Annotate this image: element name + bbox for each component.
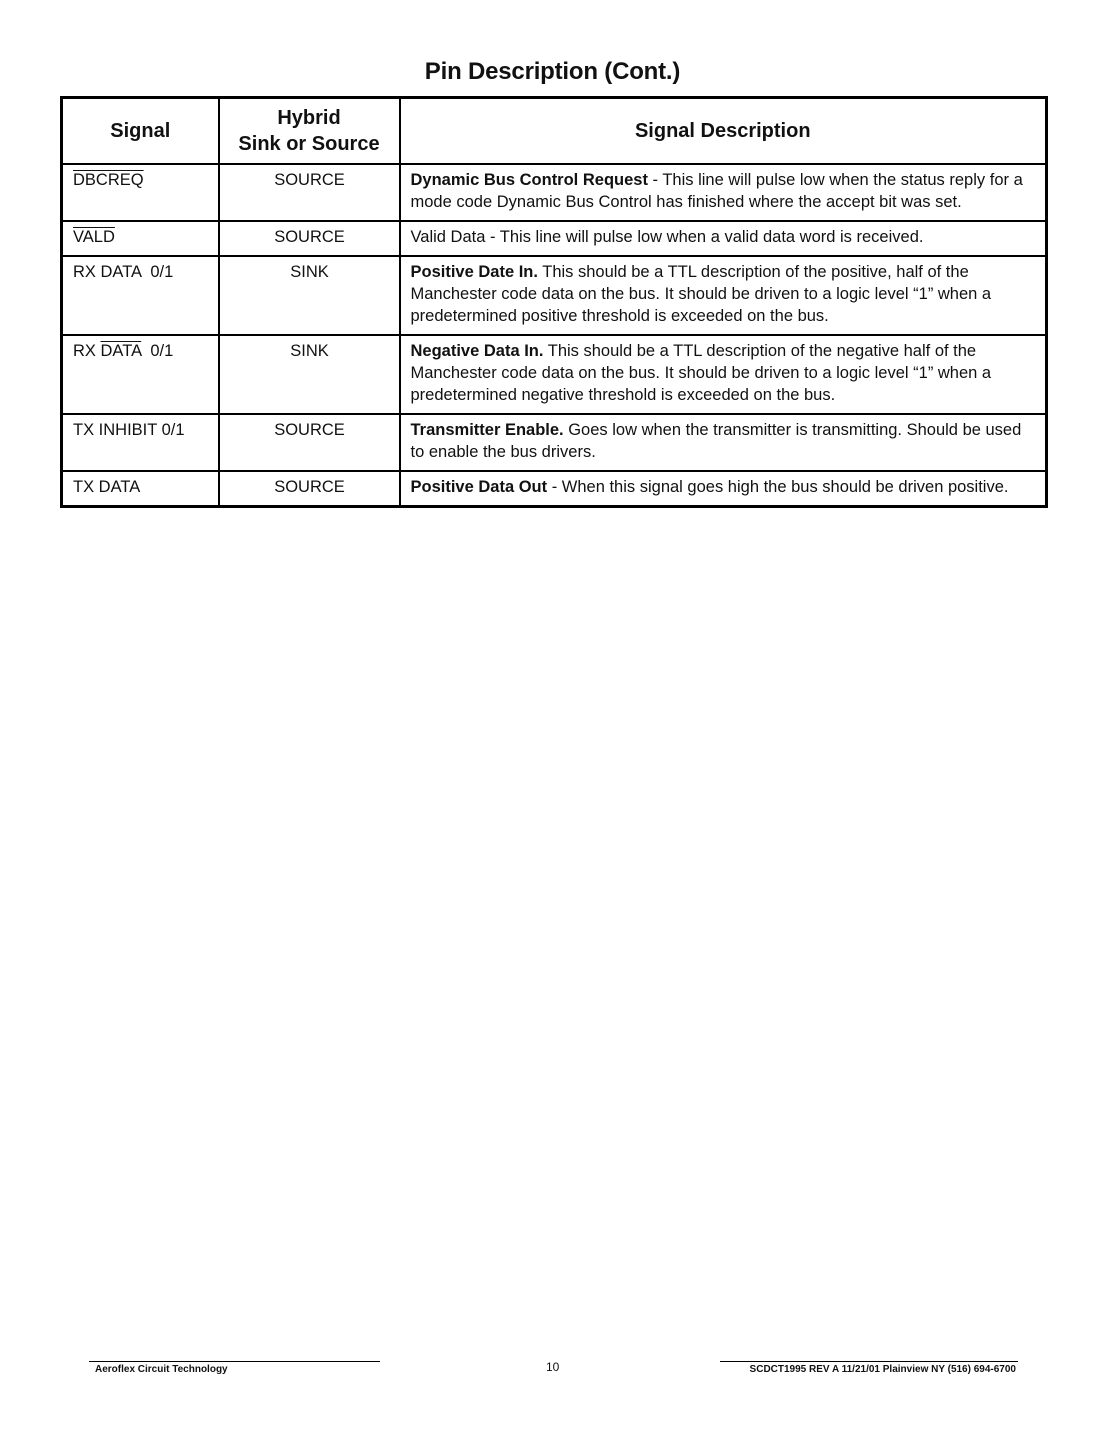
header-hybrid-line2: Sink or Source (238, 133, 380, 155)
direction-cell: SINK (219, 335, 400, 414)
description-cell (400, 164, 1047, 221)
signal-prefix: RX (73, 342, 101, 360)
header-hybrid-line1: Hybrid (277, 107, 341, 129)
header-hybrid (219, 98, 400, 165)
signal-cell (62, 221, 219, 256)
direction-cell: SOURCE (219, 221, 400, 256)
header-signal: Signal (62, 98, 219, 165)
table-row (62, 164, 1047, 221)
description-title: Positive Data Out (410, 478, 548, 496)
description-cell (400, 471, 1047, 507)
description-text: Goes low when the transmitter is transmitting. Should be used to enable the bus drivers. (410, 421, 1022, 461)
description-title: Positive Date In. (410, 263, 538, 281)
signal-prefix: TX INHIBIT 0/1 (73, 421, 185, 439)
description-text: This should be a TTL description of the negative half of the Manchester code data on the bus. It should be driven to a logic level “1” when a predetermined negative threshold is exceeded on the bus. (410, 342, 992, 404)
description-cell (400, 221, 1047, 256)
signal-prefix: RX DATA 0/1 (73, 263, 174, 281)
description-title: Negative Data In. (410, 342, 544, 360)
direction-cell: SOURCE (219, 164, 400, 221)
table-row (62, 221, 1047, 256)
signal-cell (62, 471, 219, 507)
description-title: Dynamic Bus Control Request (410, 171, 648, 189)
signal-active-low: VALD (73, 228, 115, 246)
table-row (62, 335, 1047, 414)
description-cell (400, 335, 1047, 414)
table-row (62, 471, 1047, 507)
page-title: Pin Description (Cont.) (424, 58, 681, 85)
description-text: This should be a TTL description of the positive, half of the Manchester code data on the bus. It should be driven to a logic level “1” when a predetermined positive threshold is exceeded on the bus. (410, 263, 992, 325)
description-text: - When this signal goes high the bus should be driven positive. (547, 478, 1009, 496)
footer-doc-info: SCDCT1995 REV A 11/21/01 Plainview NY (516) 694-6700 (720, 1361, 1018, 1375)
description-cell (400, 256, 1047, 335)
footer-company: Aeroflex Circuit Technology (89, 1361, 380, 1375)
signal-active-low: DBCREQ (73, 171, 144, 189)
signal-cell (62, 414, 219, 471)
description-cell (400, 414, 1047, 471)
signal-active-low: DATA (100, 342, 142, 360)
table-row (62, 414, 1047, 471)
pin-description-table (60, 96, 1048, 508)
description-text: - This line will pulse low when the status reply for a mode code Dynamic Bus Control has finished where the accept bit was set. (410, 171, 1023, 211)
direction-cell: SOURCE (219, 471, 400, 507)
description-title: Transmitter Enable. (410, 421, 564, 439)
signal-suffix: 0/1 (141, 342, 174, 360)
table-row (62, 256, 1047, 335)
header-description: Signal Description (400, 98, 1047, 165)
signal-cell (62, 335, 219, 414)
direction-cell: SOURCE (219, 414, 400, 471)
signal-cell (62, 256, 219, 335)
page-number: 10 (546, 1360, 560, 1374)
table-header-row (62, 98, 1047, 165)
direction-cell: SINK (219, 256, 400, 335)
description-text: Valid Data - This line will pulse low when a valid data word is received. (410, 228, 924, 246)
signal-prefix: TX DATA (73, 478, 141, 496)
signal-cell (62, 164, 219, 221)
